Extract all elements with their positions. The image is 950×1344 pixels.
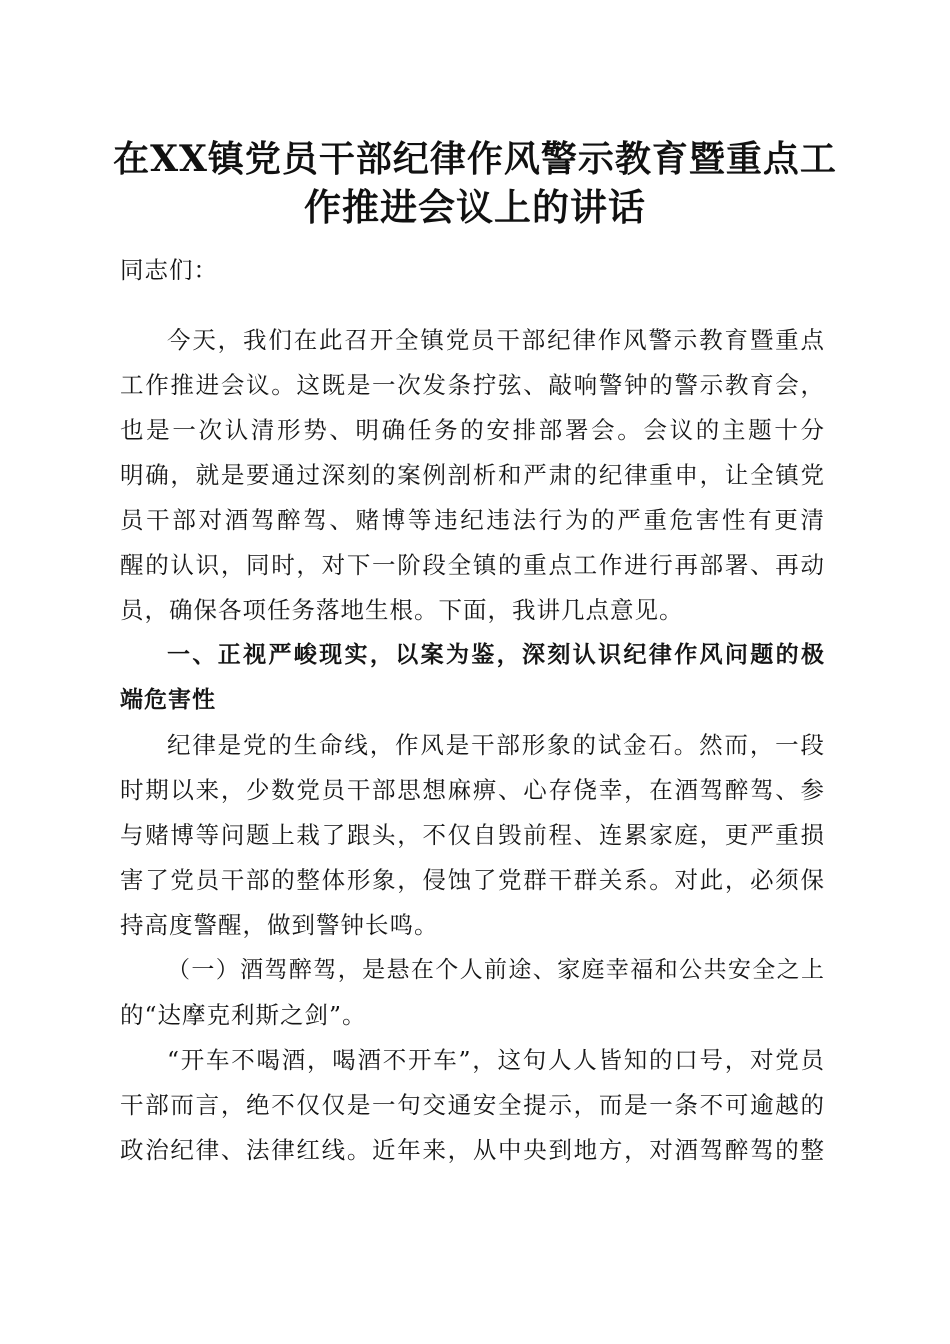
paragraph-line: 明确，就是要通过深刻的案例剖析和严肃的纪律重申，让全镇党	[120, 461, 825, 489]
subsection-heading-line: （一）酒驾醉驾，是悬在个人前途、家庭幸福和公共安全之上	[167, 957, 825, 983]
paragraph-line: 与赌博等问题上栽了跟头，不仅自毁前程、连累家庭，更严重损	[120, 821, 825, 849]
paragraph-line: 员干部对酒驾醉驾、赌博等违纪违法行为的严重危害性有更清	[120, 506, 825, 534]
paragraph-line: 持高度警醒，做到警钟长鸣。	[120, 911, 439, 939]
paragraph-line: “开车不喝酒，喝酒不开车”，这句人人皆知的口号，对党员	[167, 1046, 825, 1074]
paragraph-line: 政治纪律、法律红线。近年来，从中央到地方，对酒驾醉驾的整	[120, 1136, 825, 1164]
subsection-heading-line: 的“达摩克利斯之剑”。	[120, 1001, 367, 1029]
section-heading-line: 端危害性	[120, 687, 216, 713]
document-title-line-2: 作推进会议上的讲话	[304, 185, 646, 229]
document-title-line-1: 在XX镇党员干部纪律作风警示教育暨重点工	[113, 138, 837, 180]
paragraph-line: 也是一次认清形势、明确任务的安排部署会。会议的主题十分	[120, 416, 825, 444]
paragraph-line: 干部而言，绝不仅仅是一句交通安全提示，而是一条不可逾越的	[120, 1091, 825, 1119]
paragraph-line: 害了党员干部的整体形象，侵蚀了党群干群关系。对此，必须保	[120, 866, 825, 894]
paragraph-line: 工作推进会议。这既是一次发条拧弦、敲响警钟的警示教育会，	[120, 371, 825, 399]
paragraph-line: 员，确保各项任务落地生根。下面，我讲几点意见。	[120, 596, 684, 624]
paragraph-line: 时期以来，少数党员干部思想麻痹、心存侥幸，在酒驾醉驾、参	[120, 776, 825, 804]
paragraph-line: 今天，我们在此召开全镇党员干部纪律作风警示教育暨重点	[167, 326, 825, 354]
section-heading-line: 一、正视严峻现实，以案为鉴，深刻认识纪律作风问题的极	[167, 642, 825, 668]
paragraph-line: 醒的认识，同时，对下一阶段全镇的重点工作进行再部署、再动	[120, 551, 825, 579]
salutation: 同志们：	[120, 256, 218, 284]
paragraph-line: 纪律是党的生命线，作风是干部形象的试金石。然而，一段	[167, 731, 825, 759]
